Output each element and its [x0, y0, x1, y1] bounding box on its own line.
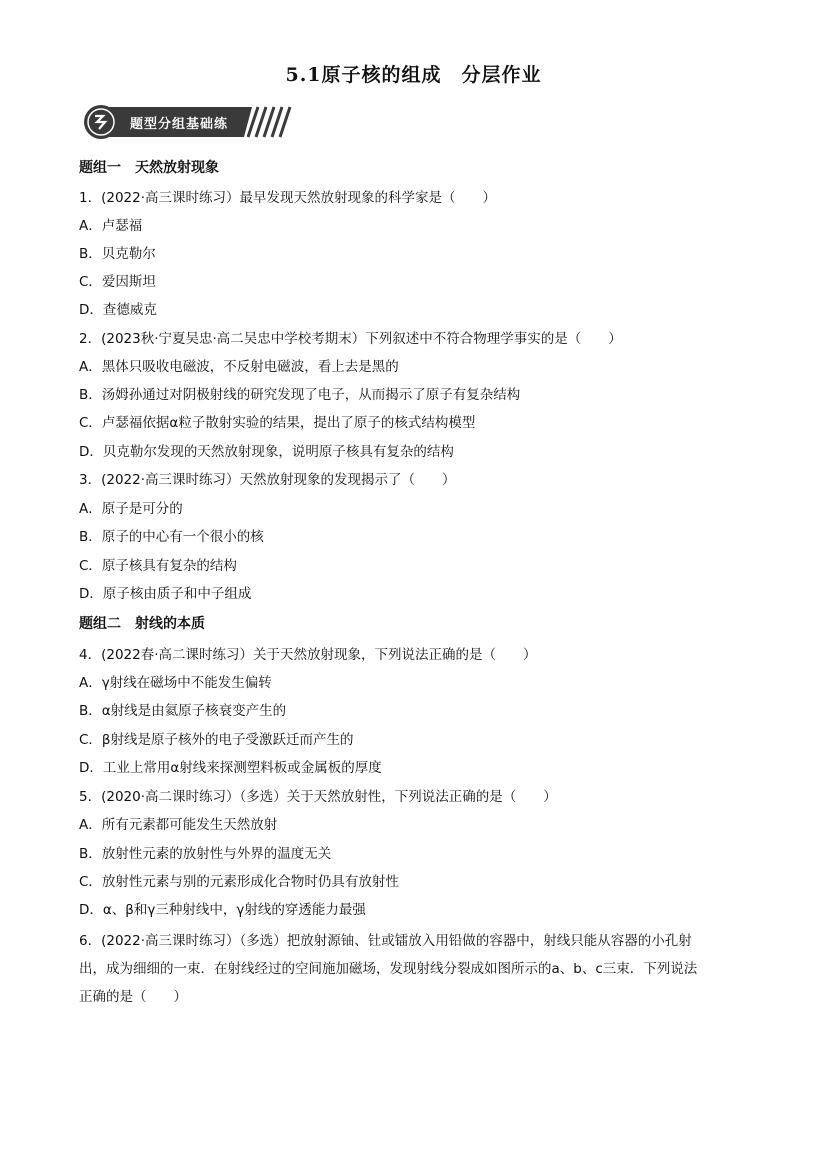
question-stem: 1．(2022·高三课时练习）最早发现天然放射现象的科学家是（ ） [79, 190, 497, 206]
question-stem-line: 出，成为细细的一束．在射线经过的空间施加磁场，发现射线分裂成如图所示的a、b、c三束．下列说法 [79, 961, 698, 977]
answer-option: B．放射性元素的放射性与外界的温度无关 [79, 846, 332, 862]
answer-option: C．原子核具有复杂的结构 [79, 558, 237, 574]
answer-option: B．汤姆孙通过对阴极射线的研究发现了电子，从而揭示了原子有复杂结构 [79, 387, 521, 403]
answer-option: C．放射性元素与别的元素形成化合物时仍具有放射性 [79, 874, 399, 890]
answer-option: D．贝克勒尔发现的天然放射现象，说明原子核具有复杂的结构 [79, 444, 454, 460]
question-stem: 4．(2022春·高二课时练习）关于天然放射现象，下列说法正确的是（ ） [79, 647, 537, 663]
answer-option: C．β射线是原子核外的电子受激跃迁而产生的 [79, 732, 354, 748]
section-heading: 题组一 天然放射现象 [79, 160, 219, 176]
answer-option: A．卢瑟福 [79, 218, 143, 234]
page-title: 5.1原子核的组成 分层作业 [285, 64, 542, 86]
answer-option: B．贝克勒尔 [79, 246, 156, 262]
answer-option: D．原子核由质子和中子组成 [79, 586, 252, 602]
question-stem: 5．(2020·高二课时练习）（多选）关于天然放射性，下列说法正确的是（ ） [79, 789, 557, 805]
answer-option: D．α、β和γ三种射线中，γ射线的穿透能力最强 [79, 902, 366, 918]
answer-option: A．黑体只吸收电磁波，不反射电磁波，看上去是黑的 [79, 359, 399, 375]
section-heading: 题组二 射线的本质 [79, 616, 205, 632]
answer-option: D．查德威克 [79, 302, 157, 318]
question-stem-line: 6．(2022·高三课时练习）（多选）把放射源铀、钍或镭放入用铅做的容器中，射线只能从容器的小孔射 [79, 933, 692, 949]
answer-option: D．工业上常用α射线来探测塑料板或金属板的厚度 [79, 760, 382, 776]
answer-option: B．α射线是由氦原子核衰变产生的 [79, 703, 287, 719]
answer-option: A．所有元素都可能发生天然放射 [79, 817, 278, 833]
question-stem: 3．(2022·高三课时练习）天然放射现象的发现揭示了（ ） [79, 472, 456, 488]
question-stem-line: 正确的是（ ） [79, 989, 187, 1005]
section-banner-label: 题型分组基础练 [130, 117, 229, 132]
answer-option: C．卢瑟福依据α粒子散射实验的结果，提出了原子的核式结构模型 [79, 415, 476, 431]
answer-option: C．爱因斯坦 [79, 274, 156, 290]
question-stem: 2．(2023秋·宁夏吴忠·高二吴忠中学校考期末）下列叙述中不符合物理学事实的是（ ） [79, 331, 622, 347]
answer-option: A．原子是可分的 [79, 501, 183, 517]
answer-option: B．原子的中心有一个很小的核 [79, 529, 264, 545]
answer-option: A．γ射线在磁场中不能发生偏转 [79, 675, 272, 691]
